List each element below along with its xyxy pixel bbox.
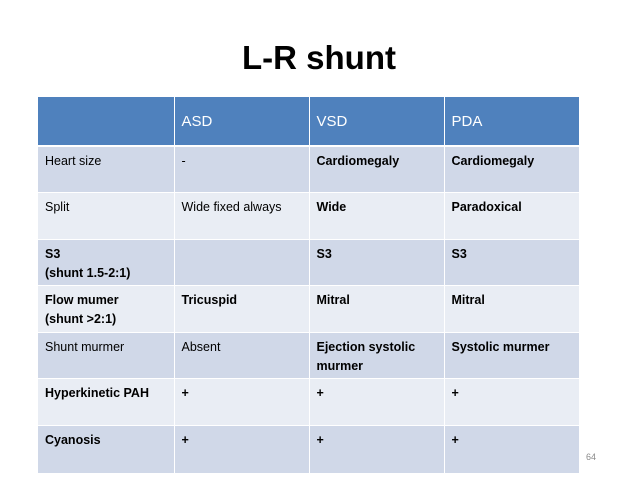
cell-line: Wide	[316, 200, 347, 214]
cell-line: +	[451, 433, 459, 447]
table-header-row	[38, 97, 579, 146]
cell-line: -	[181, 154, 186, 168]
cell-vsd	[309, 240, 444, 286]
cell-vsd	[309, 146, 444, 193]
cell-line: Shunt murmer	[45, 340, 125, 354]
cell-asd	[174, 426, 309, 474]
cell-asd	[174, 193, 309, 240]
cell-line: Heart size	[45, 154, 102, 168]
row-label-hyperkinetic-pah	[38, 379, 174, 426]
cell-vsd	[309, 286, 444, 333]
cell-line: Systolic murmer	[451, 340, 550, 354]
cell-line: +	[181, 386, 189, 400]
table-row	[38, 240, 579, 286]
cell-pda	[444, 286, 579, 333]
cell-vsd	[309, 426, 444, 474]
cell-line: Wide fixed always	[181, 200, 282, 214]
cell-pda	[444, 333, 579, 379]
table-row	[38, 333, 579, 379]
cell-line: Absent	[181, 340, 221, 354]
row-label-heart-size	[38, 146, 174, 193]
cell-pda	[444, 146, 579, 193]
row-label-cyanosis	[38, 426, 174, 474]
slide-title: L-R shunt	[242, 39, 396, 76]
comparison-table	[38, 97, 579, 474]
header-cell-blank	[38, 97, 174, 146]
header-cell-asd: ASD	[174, 97, 309, 146]
row-label-flow-mumer	[38, 286, 174, 333]
cell-line: Cardiomegaly	[316, 154, 400, 168]
cell-line: +	[316, 386, 324, 400]
header-cell-pda: PDA	[444, 97, 579, 146]
cell-line: Ejection systolic	[316, 340, 416, 354]
table-row	[38, 379, 579, 426]
table-row	[38, 426, 579, 474]
cell-line: Hyperkinetic PAH	[45, 386, 149, 400]
cell-asd	[174, 146, 309, 193]
cell-line: Tricuspid	[181, 293, 238, 307]
cell-line: S3	[45, 247, 61, 261]
cell-line: Mitral	[451, 293, 485, 307]
page-number: 64	[586, 452, 597, 462]
cell-line: Cyanosis	[45, 433, 101, 447]
cell-line: Cardiomegaly	[451, 154, 535, 168]
cell-line: S3	[451, 247, 467, 261]
cell-asd	[174, 240, 309, 286]
cell-line: (shunt >2:1)	[45, 312, 117, 326]
cell-line: +	[181, 433, 189, 447]
cell-line: +	[316, 433, 324, 447]
cell-asd	[174, 379, 309, 426]
row-label-shunt-murmer	[38, 333, 174, 379]
cell-line: +	[451, 386, 459, 400]
table-row	[38, 193, 579, 240]
cell-line: Mitral	[316, 293, 350, 307]
cell-line: Flow mumer	[45, 293, 119, 307]
cell-pda	[444, 193, 579, 240]
cell-pda	[444, 426, 579, 474]
table-row	[38, 286, 579, 333]
cell-line: Paradoxical	[451, 200, 522, 214]
cell-vsd	[309, 333, 444, 379]
cell-line: S3	[316, 247, 332, 261]
cell-asd	[174, 286, 309, 333]
cell-asd	[174, 333, 309, 379]
cell-line: murmer	[316, 359, 364, 373]
cell-vsd	[309, 379, 444, 426]
table-row	[38, 146, 579, 193]
cell-line: Split	[45, 200, 70, 214]
cell-pda	[444, 379, 579, 426]
cell-line: (shunt 1.5-2:1)	[45, 266, 131, 280]
cell-pda	[444, 240, 579, 286]
cell-vsd	[309, 193, 444, 240]
row-label-split	[38, 193, 174, 240]
row-label-s3	[38, 240, 174, 286]
header-cell-vsd: VSD	[309, 97, 444, 146]
